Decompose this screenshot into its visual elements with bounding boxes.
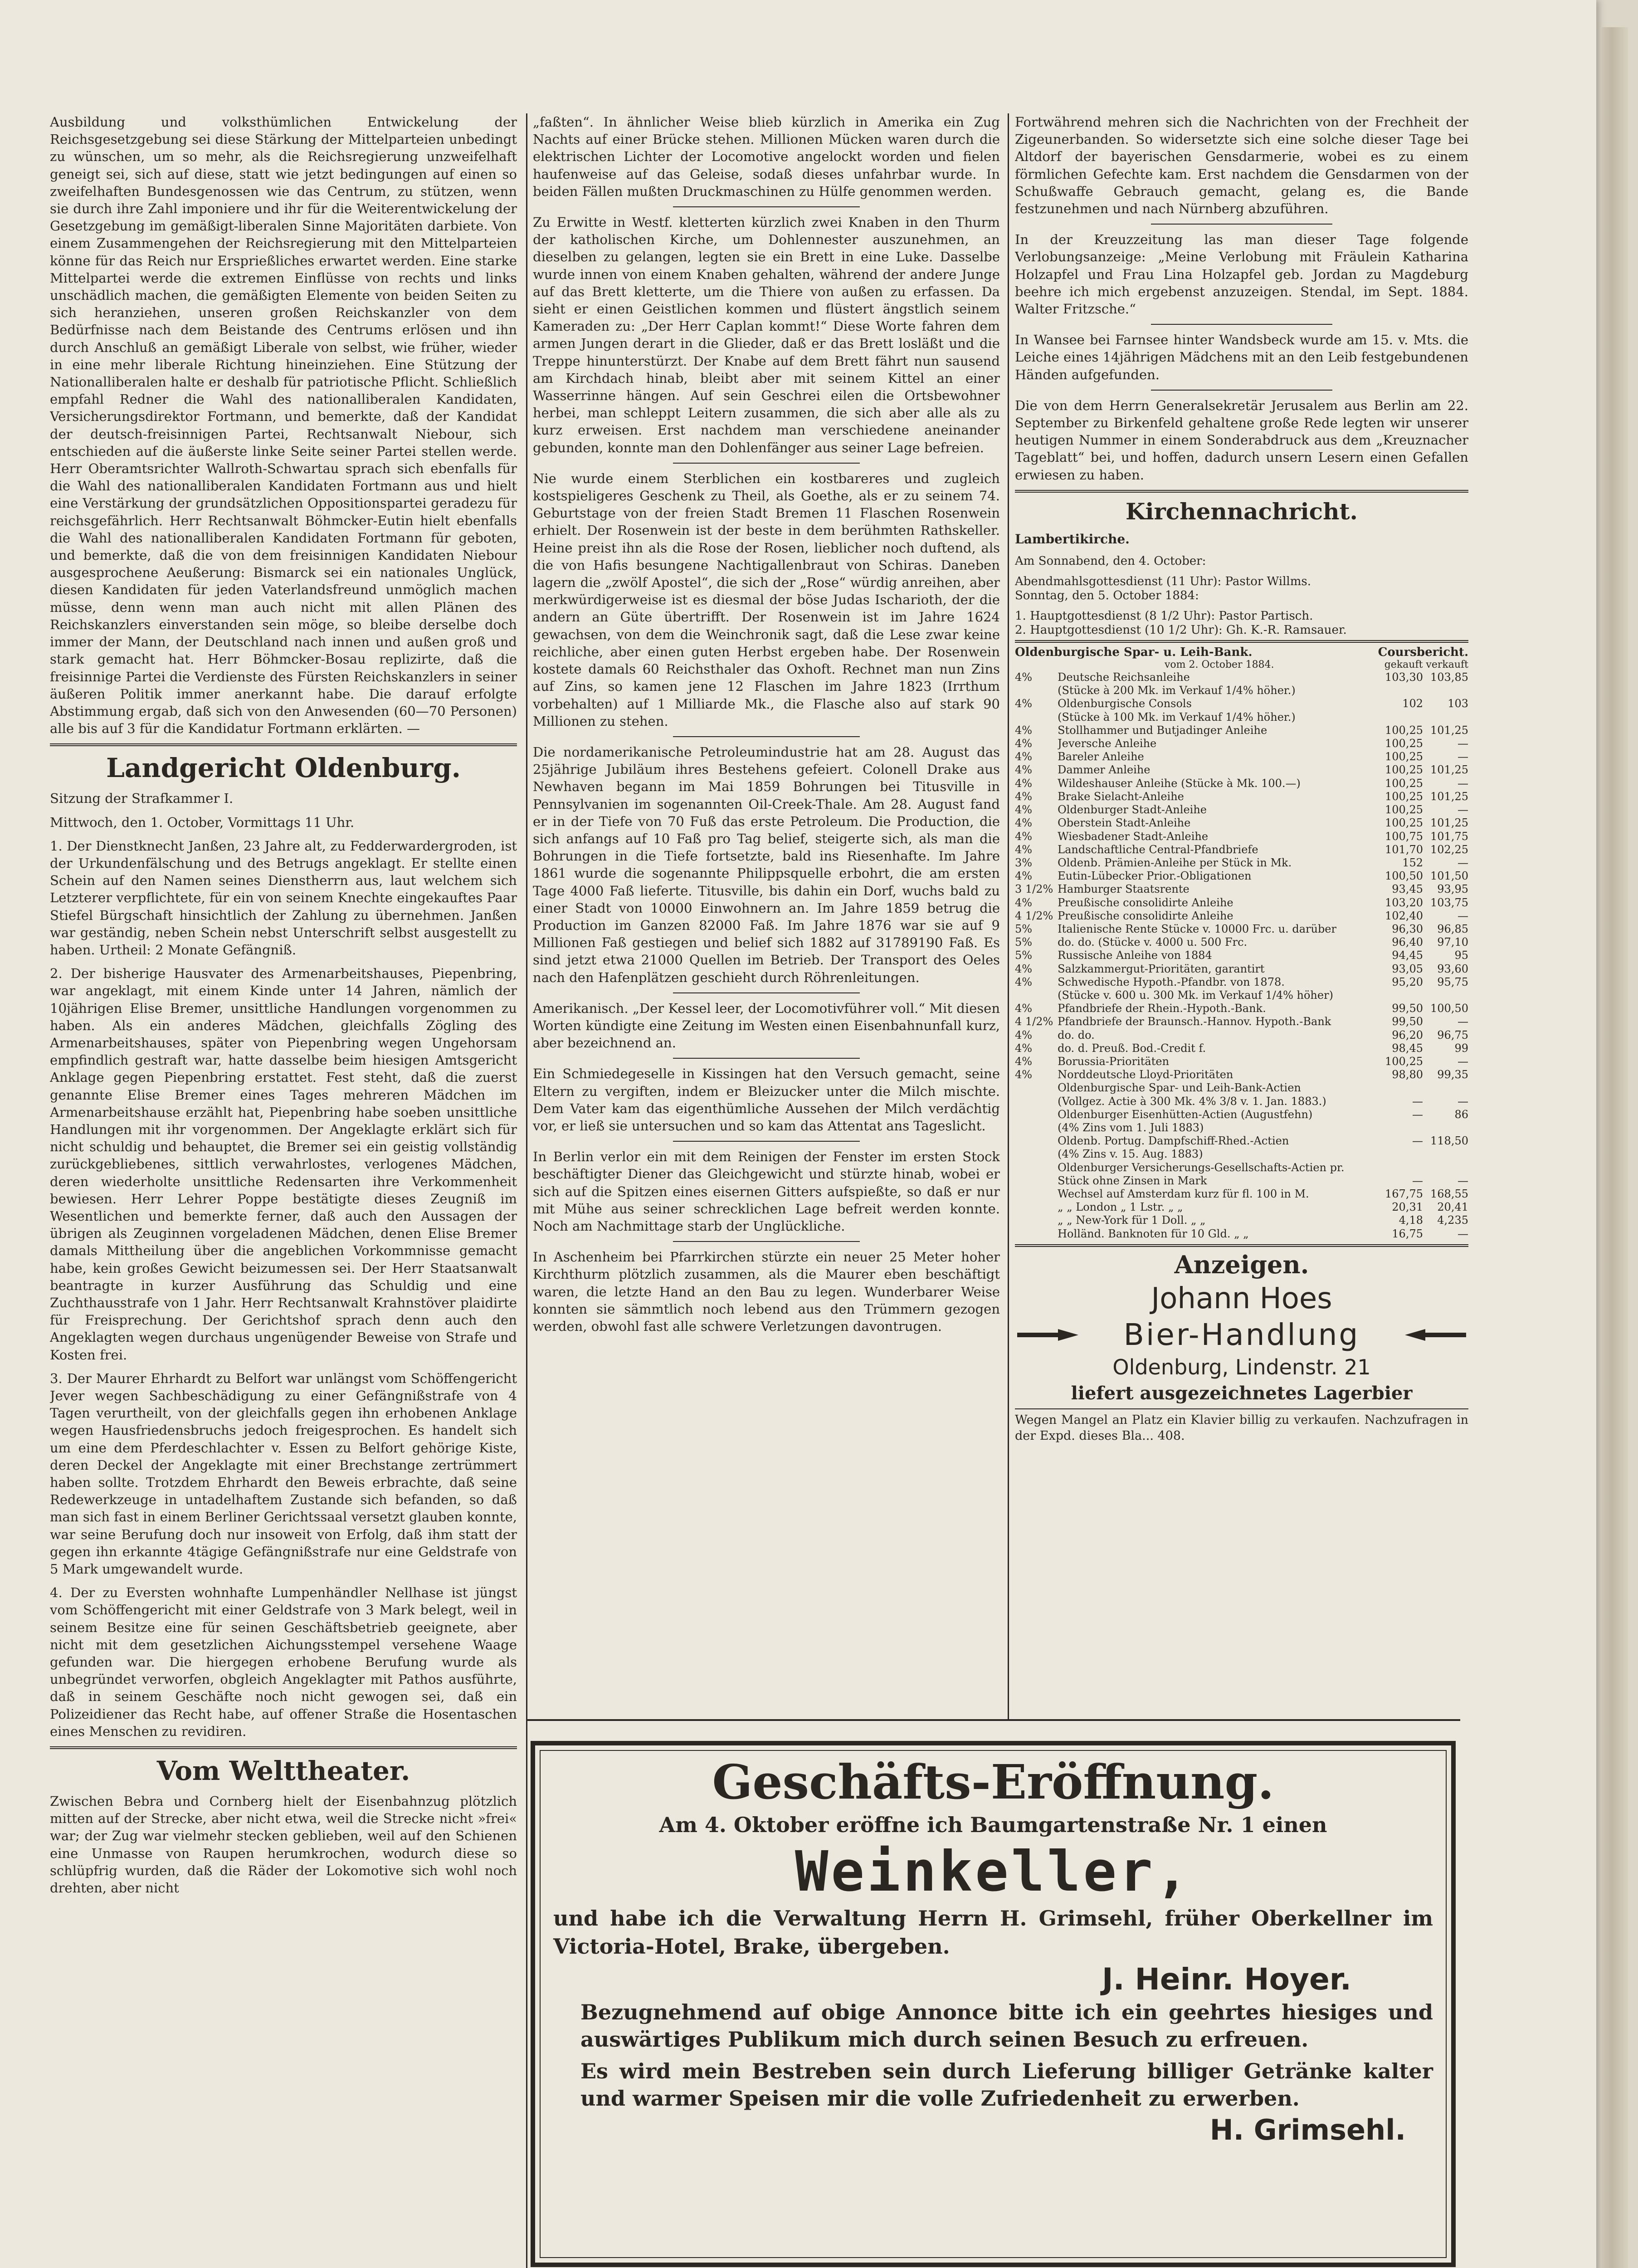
kurs-label: Oldenburgische Consols [1058,697,1192,710]
kurs-sell: 101,75 [1430,830,1468,843]
kurs-buy: 93,45 [1392,883,1423,896]
court-session: Sitzung der Strafkammer I. [50,791,234,807]
ad-hoes-trade: Bier-Handlung [1123,1317,1360,1352]
kurs-rate: 4% [1015,671,1033,684]
kurs-rate: 4% [1015,750,1033,763]
kurs-buy [1378,684,1423,697]
kurs-sell: 93,95 [1437,883,1468,896]
kurs-label: Pfandbriefe der Braunsch.-Hannov. Hypoth.-Bank [1058,1015,1331,1028]
kurs-sell: 100,50 [1430,1002,1468,1015]
kurs-rate: 3% [1015,856,1033,869]
kurs-row [1015,790,1468,803]
kurs-buy: 96,20 [1392,1028,1423,1041]
theater-article-1: Zwischen Bebra und Cornberg hielt der Eisenbahnzug plötzlich mitten auf der Strecke, aber nicht etwa, weil die Strecke nicht »frei« war; der Zug war vielmehr stecken geblieben, weil auf den Schienen eine Unmasse von Raupen herumkrochen, wodurch diese so schlüpfrig wurden, daß die Räder der Lokomotive sich wohl noch drehten, aber nicht [50,1794,517,1896]
kurs-row [1015,1042,1468,1055]
ad-signature-hoyer: J. Heinr. Hoyer. [1102,1962,1351,1997]
kurs-rate [1015,1081,1058,1095]
kurs-sell [1423,1121,1468,1134]
kurs-rate [1015,1214,1058,1227]
kurs-buy: 100,25 [1385,737,1423,750]
kurs-row [1015,750,1468,763]
kurs-sell [1423,1161,1468,1174]
ad-line-3: und habe ich die Verwaltung Herrn H. Grimsehl, früher Oberkellner im Victoria-Hotel, Brake, übergeben. [553,1906,1433,1959]
article-jerusalem-rede: Die von dem Herrn Generalsekretär Jerusalem aus Berlin am 22. September zu Birkenfeld gehaltene große Rede legten wir unserer heutigen Nummer in einem Sonderabdruck aus dem „Kreuznacher Tageblatt“ bei, und hoffen, dadurch unsern Lesern einen Gefallen erwiesen zu haben. [1015,397,1468,483]
kurs-sell: — [1458,777,1468,790]
separator [1015,1408,1468,1409]
kurs-row [1015,803,1468,816]
kurs-sell: 103,85 [1430,671,1468,684]
separator [50,743,517,746]
separator [673,736,860,737]
court-date: Mittwoch, den 1. October, Vormittags 11 Uhr. [50,814,355,830]
kurs-rate: 4% [1015,1068,1033,1081]
kurs-buy: 100,25 [1385,790,1423,803]
ad-line-4: Bezugnehmend auf obige Annonce bitte ich ein geehrtes hiesiges und auswärtiges Publikum mich durch seinen Besuch zu erfreuen. [580,2000,1433,2052]
kurs-label: Eutin-Lübecker Prior.-Obligationen [1058,870,1252,883]
kurs-sell: 20,41 [1437,1201,1468,1214]
kurs-row [1015,963,1468,976]
kurs-sell [1423,989,1468,1002]
kurs-buy: — [1412,1174,1423,1187]
kurs-row [1015,843,1468,856]
kurs-buy [1378,989,1423,1002]
kurs-rate: 4% [1015,843,1033,856]
kurs-sell: 99,35 [1437,1068,1468,1081]
kurs-row [1015,1029,1468,1042]
kurs-buy: 96,30 [1392,922,1423,935]
kurs-label: „ „ London „ 1 Lstr. „ „ [1058,1201,1183,1214]
kurs-row [1015,697,1468,710]
kurs-label: Bareler Anleihe [1058,750,1144,763]
kurs-title-bank: Oldenburgische Spar- u. Leih-Bank. [1015,645,1253,660]
kurs-rate: 4% [1015,1055,1033,1068]
kurs-rate: 4% [1015,975,1033,988]
kurs-label: Oberstein Stadt-Anleihe [1058,816,1191,830]
kurs-row [1015,1002,1468,1015]
ad-line-5: Es wird mein Bestreben sein durch Lieferung billiger Getränke kalter und warmer Speisen mir die volle Zufriedenheit zu erwerben. [580,2059,1433,2111]
pointing-hand-left-icon [1400,1324,1468,1346]
kurs-rate: 4% [1015,737,1033,750]
kurs-rate: 4% [1015,816,1033,830]
kurs-table [1015,671,1468,1241]
kurs-title-report: Coursbericht. [1378,645,1468,660]
kurs-rate: 4 1/2% [1015,1015,1053,1028]
kurs-row [1015,816,1468,830]
kurs-row [1015,1227,1468,1241]
kurs-buy: 95,20 [1392,975,1423,988]
kurs-rate [1015,1227,1058,1241]
kurs-label: do. d. Preuß. Bod.-Credit f. [1058,1041,1206,1055]
church-line: Abendmahlsgottesdienst (11 Uhr): Pastor Willms. [1015,575,1311,589]
kurs-buy: 103,20 [1385,896,1423,909]
ad-hoes-name: Johann Hoes [1151,1281,1332,1315]
kurs-buy: 98,45 [1392,1041,1423,1055]
kurs-label: Borussia-Prioritäten [1058,1055,1170,1068]
kurs-row [1015,1188,1468,1201]
kurs-buy: 99,50 [1392,1015,1423,1028]
kurs-rate [1015,1188,1058,1201]
kurs-row [1015,777,1468,790]
kurs-sell: — [1458,856,1468,869]
ad-hoes-address: Oldenburg, Lindenstr. 21 [1112,1354,1371,1379]
ad-weinkeller: Weinkeller, [795,1839,1191,1904]
kurs-rate: 4% [1015,803,1033,816]
pointing-hand-right-icon [1015,1324,1083,1346]
kurs-rate: 4% [1015,830,1033,843]
ad-hoes-line: liefert ausgezeichnetes Lagerbier [1071,1382,1413,1404]
kurs-rate [1015,1201,1058,1214]
kurs-row [1015,1015,1468,1028]
page-edge-stack [1601,27,1628,2268]
kurs-label: Schwedische Hypoth.-Pfandbr. von 1878. [1058,975,1285,988]
kurs-row [1015,1148,1468,1161]
column-rule [526,113,527,1719]
kurs-row [1015,737,1468,750]
kurs-buy: 94,45 [1392,949,1423,962]
kurs-sell: 96,85 [1437,922,1468,935]
kurs-sell: — [1458,1015,1468,1028]
kurs-rate: 4% [1015,723,1033,737]
kurs-buy: 100,25 [1385,777,1423,790]
separator [673,1241,860,1242]
separator [1151,390,1332,391]
separator [1151,324,1332,325]
kurs-rate: 4% [1015,1028,1033,1041]
kurs-buy: 103,30 [1385,671,1423,684]
kurs-rate: 5% [1015,949,1033,962]
kurs-row [1015,909,1468,923]
kurs-row [1015,989,1468,1002]
kurs-rate: 4% [1015,697,1033,710]
kurs-row [1015,1081,1468,1095]
kurs-row [1015,671,1468,684]
kurs-sell: 101,25 [1430,816,1468,830]
kurs-label: Italienische Rente Stücke v. 10000 Frc. u. darüber [1058,922,1336,935]
separator [1015,490,1468,493]
kurs-rate: 5% [1015,936,1033,949]
kurs-sell: 168,55 [1430,1187,1468,1200]
kurs-rate [1015,1134,1058,1148]
kurs-date: vom 2. October 1884. [1165,659,1274,671]
kurs-label: Dammer Anleihe [1058,763,1150,777]
kurs-label: Wiesbadener Stadt-Anleihe [1058,830,1209,843]
separator [673,1141,860,1142]
church-line: 2. Hauptgottesdienst (10 1/2 Uhr): Gh. K.-R. Ramsauer. [1015,623,1347,637]
kurs-sell: 96,75 [1437,1028,1468,1041]
kurs-label: Pfandbriefe der Rhein.-Hypoth.-Bank. [1058,1002,1266,1015]
court-case-4: 4. Der zu Eversten wohnhafte Lumpenhändler Nellhase ist jüngst vom Schöffengericht mit einer Geldstrafe von 3 Mark belegt, weil in seinem Besitze eine für seinen Geschäftsbetrieb geeignete, aber nicht mit dem gesetzlichen Aichungsstempel versehene Waage gefunden war. Die hiergegen erhobene Berufung wurde als unbegründet verworfen, obgleich Angeklagter mit Pathos ausführte, daß in seinem Geschäfte noch nicht gewogen sei, daß ein Polizeidiener das Recht habe, auf offener Straße die Hosentaschen eines Menschen zu revidiren. [50,1585,517,1739]
kurs-row [1015,1161,1468,1174]
kurs-buy: 4,18 [1399,1214,1423,1227]
kurs-label: do. do. [1058,1028,1095,1041]
kurs-rate: 5% [1015,922,1033,935]
separator [50,1746,517,1749]
article-wansee: In Wansee bei Farnsee hinter Wandsbeck wurde am 15. v. Mts. die Leiche eines 14jährigen Mädchens mit an den Leib festgebundenen Händen aufgefunden. [1015,332,1468,382]
kurs-sell: 101,25 [1430,723,1468,737]
church-name: Lambertikirche. [1015,531,1130,547]
article-petroleum: Die nordamerikanische Petroleumindustrie hat am 28. August das 25jährige Jubiläum ihres Bestehens gefeiert. Colonell Drake aus Newhaven begann im Mai 1859 Bohrungen bei Titusville in Pennsylvanien im sogenannten Oil-Creek-Thale. Am 28. August fand er in der Tiefe von 70 Fuß das erste Petroleum. Die Production, die sich anfangs auf 10 Faß pro Tag belief, steigerte sich, als man die Bohrungen in die Tiefe fortsetzte, bald ins Riesenhafte. Im Jahre 1861 wurde die sogenannte Philippsquelle erbohrt, die am ersten Tage 4000 Faß lieferte. Titusville, bis dahin ein Dorf, wuchs bald zu einer Stadt von 10000 Einwohnern an. Im Jahre 1859 betrug die Production im Ganzen 82000 Faß. Im Jahre 1876 war sie auf 9 Millionen Faß gestiegen und belief sich 1882 auf 31789190 Faß. Es sind jetzt etwa 21000 Quellen im Betrieb. Der Transport des Oeles nach den Hafenplätzen geschieht durch Röhrenleitungen. [533,744,1000,985]
kurs-sell: — [1458,803,1468,816]
column-rule [526,1715,527,2268]
kurs-row [1015,1108,1468,1121]
kurs-rate [1015,711,1058,724]
kurs-label: Preußische consolidirte Anleihe [1058,896,1233,909]
kurs-buy: 93,05 [1392,962,1423,975]
kurs-rate [1015,684,1058,697]
kurs-buy: 20,31 [1392,1201,1423,1214]
church-line: Sonntag, den 5. October 1884: [1015,589,1199,603]
kurs-row [1015,1095,1468,1108]
kurs-row [1015,1201,1468,1214]
kurs-row [1015,1121,1468,1134]
separator [1015,640,1468,643]
kurs-buy: 100,50 [1385,870,1423,883]
kurs-label: Hamburger Staatsrente [1058,883,1190,896]
article-kissingen: Ein Schmiedegeselle in Kissingen hat den Versuch gemacht, seine Eltern zu vergiften, indem er Bleizucker unter die Milch mischte. Dem Vater kam das eigenthümliche Aussehen der Milch verdächtig vor, er ließ sie untersuchen und so kam das Attentat ans Tageslicht. [533,1066,1000,1134]
ad-signature-grimsehl: H. Grimsehl. [1209,2113,1406,2146]
kurs-sell: 101,25 [1430,763,1468,777]
ad-title: Geschäfts-Eröffnung. [712,1754,1274,1810]
kurs-row [1015,763,1468,777]
ad-line-1: Am 4. Oktober eröffne ich Baumgartenstraße Nr. 1 einen [659,1813,1327,1837]
kurs-sell: 101,25 [1430,790,1468,803]
section-heading-church: Kirchennachricht. [1126,498,1358,525]
kurs-buy: 16,75 [1392,1227,1423,1240]
section-heading-court: Landgericht Oldenburg. [106,753,461,784]
kurs-sell: 95,75 [1437,975,1468,988]
kurs-label: Oldenburger Versicherungs-Gesellschafts-Actien pr. [1058,1161,1345,1174]
article-verlobung: In der Kreuzzeitung las man dieser Tage folgende Verlobungsanzeige: „Meine Verlobung mit Fräulein Katharina Holzapfel und Frau Lina Holzapfel geb. Jordan zu Magdeburg beehre ich mich ergebenst anzuzeigen. Stendal, im Sept. 1884. Walter Fritzsche.“ [1015,232,1468,317]
kurs-row [1015,896,1468,909]
kurs-rate [1015,1108,1058,1121]
kurs-row [1015,923,1468,936]
column-3 [1015,113,1468,1715]
ad-hoes-trade-row [1015,1317,1468,1353]
article-rosenwein: Nie wurde einem Sterblichen ein kostbareres und zugleich kostspieligeres Geschenk zu Theil, als Goethe, als er zu seinem 74. Geburtstage von der freien Stadt Bremen 11 Flaschen Rosenwein erhielt. Der Rosenwein ist der beste in dem berühmten Rathskeller. Heine preist ihn als die Rose der Rosen, lieblicher noch duftend, als die von Hafis besungene Nachtigallenbraut von Schiras. Daneben lagern die „zwölf Apostel“, die sich der „Rose“ würdig anreihen, aber merkwürdigerweise ist es diesmal der böse Judas Ischarioth, der die andern an Güte übertrifft. Der Rosenwein ist im Jahre 1624 gewachsen, von dem die Weinchronik sagt, daß die Lese zwar keine reichliche, aber einen guten Herbst ergeben habe. Der Rosenwein kostete damals 60 Reichsthaler das Oxhoft. Rechnet man nun Zins auf Zins, so kamen jene 12 Flaschen im Jahre 1823 (Irrthum vorbehalten) auf 1 Milliarde Mk., die Flasche also auf stark 90 Millionen zu stehen. [533,470,1000,729]
ad-geschaefts-eroeffnung [531,1741,1456,2267]
kurs-row [1015,1134,1468,1148]
kurs-sell: — [1458,750,1468,763]
kurs-row [1015,1174,1468,1188]
kurs-label: (4% Zins vom 1. Juli 1883) [1058,1121,1204,1134]
kurs-sell: 95 [1454,949,1468,962]
kurs-label: (Stücke à 100 Mk. im Verkauf 1/4% höher.) [1058,710,1296,723]
kurs-rate [1015,1174,1058,1188]
kurs-label: (Stücke v. 600 u. 300 Mk. im Verkauf 1/4% höher) [1058,988,1333,1002]
kurs-row [1015,724,1468,737]
kurs-rate [1015,1121,1058,1134]
separator [1151,224,1332,225]
kurs-label: Deutsche Reichsanleihe [1058,671,1190,684]
kurs-head-buy: gekauft [1384,659,1423,671]
kurs-rate: 4% [1015,870,1033,883]
kurs-rate: 4% [1015,962,1033,975]
court-case-2: 2. Der bisherige Hausvater des Armenarbeitshauses, Piepenbring, war angeklagt, mit einem Kinde unter 14 Jahren, nämlich der 10jährigen Elise Bremer, unsittliche Handlungen vorgenommen zu haben. Als ein anderes Mädchen, gleichfalls Zögling des Armenarbeitshauses, später von Piepenbring wegen Ungehorsam empfindlich gestraft war, hatte dasselbe beim hiesigen Amtsgericht Anklage gegen Piepenbring erstattet. Fest steht, daß die zuerst genannte Elise Bremer eines Tages mehreren Mädchen im Armenarbeitshause erzählt hat, Piepenbring habe soeben unsittliche Handlungen mit ihr vorgenommen. Der Angeklagte erklärt sich für nicht schuldig und behauptet, die Bremer sei ein geistig vollständig zurückgebliebenes, sittlich verwahrlostes, verlogenes Mädchen, deren wiederholte unsittliche Redensarten ihre Verkommenheit bewiesen. Herr Lehrer Poppe bestätigte dieses Zeugniß im Wesentlichen und bemerkte ferner, daß auch den Aussagen der übrigen als Zeuginnen vorgeladenen Mädchen, denen Elise Bremer damals Mittheilung über die angeblichen Vorkommnisse gemacht habe, kein großes Gewicht beizumessen sei. Der Herr Staatsanwalt beantragte in kurzer Ausführung das Schuldig und eine Zuchthausstrafe von 1 Jahr. Herr Rechtsanwalt Krahnstöver plaidirte für Freisprechung. Der Gerichtshof sprach denn auch den Angeklagten wegen durchaus ungenügender Beweise von Strafe und Kosten frei. [50,966,517,1363]
kurs-rate [1015,1148,1058,1161]
kurs-row [1015,1068,1468,1081]
kurs-label: Oldenburger Eisenhütten-Actien (Augustfehn) [1058,1108,1313,1121]
kurs-rate [1015,1161,1058,1174]
separator [673,206,860,207]
kurs-sell: 93,60 [1437,962,1468,975]
kurs-buy [1378,1148,1423,1161]
kurs-sell: — [1458,1227,1468,1240]
kurs-sell: — [1458,1095,1468,1108]
kurs-buy: 100,75 [1385,830,1423,843]
kurs-row [1015,949,1468,962]
kurs-sell: — [1458,909,1468,922]
church-line: Am Sonnabend, den 4. October: [1015,554,1206,568]
kurs-rate: 4% [1015,896,1033,909]
church-line: 1. Hauptgottesdienst (8 1/2 Uhr): Pastor Partisch. [1015,609,1313,623]
kurs-sell [1423,1081,1468,1095]
rule-above-ad [526,1719,1460,1721]
kurs-sell: 118,50 [1430,1134,1468,1148]
kurs-sell: 102,25 [1430,843,1468,856]
kurs-buy [1378,711,1423,724]
kurs-label: Russische Anleihe von 1884 [1058,949,1212,962]
kurs-label: Wechsel auf Amsterdam kurz für fl. 100 in M. [1058,1187,1309,1200]
column-rule [1008,113,1009,1719]
kurs-buy [1378,1121,1423,1134]
kurs-row [1015,711,1468,724]
kurs-buy: — [1412,1134,1423,1148]
kurs-label: Jeversche Anleihe [1058,737,1157,750]
kurs-rate [1015,1095,1058,1108]
kurs-sell: 103 [1448,697,1468,710]
ad-klavier: Wegen Mangel an Platz ein Klavier billig zu verkaufen. Nachzufragen in der Expd. dieses Bla... 408. [1015,1413,1468,1443]
kurs-buy: 100,25 [1385,803,1423,816]
kurs-row [1015,1055,1468,1068]
article-zigeuner: Fortwährend mehren sich die Nachrichten von der Frechheit der Zigeunerbanden. So widersetzte sich eine solche dieser Tage bei Altdorf der bayerischen Gensdarmerie, wobei es zu einem förmlichen Gefechte kam. Erst nachdem die Gensdarmen von der Schußwaffe Gebrauch gemacht, gelang es, die Bande festzunehmen und nach Nürnberg abzuführen. [1015,114,1468,217]
kurs-buy: 102 [1402,697,1423,710]
kurs-sell [1423,1148,1468,1161]
column-1 [50,113,517,2245]
kurs-buy: 98,80 [1392,1068,1423,1081]
article-amerikanisch: Amerikanisch. „Der Kessel leer, der Locomotivführer voll.“ Mit diesen Worten kündigte eine Zeitung im Westen einen Eisenbahnunfall kurz, aber bezeichnend an. [533,1000,1000,1051]
kurs-rate: 4% [1015,763,1033,777]
kurs-label: (Vollgez. Actie à 300 Mk. 4% 3/8 v. 1. Jan. 1883.) [1058,1095,1326,1108]
kurs-label: Stollhammer und Butjadinger Anleihe [1058,723,1268,737]
kurs-rate: 4% [1015,790,1033,803]
kurs-buy [1378,1081,1423,1095]
kurs-sell [1423,711,1468,724]
kurs-sell: 99 [1454,1041,1468,1055]
separator [673,992,860,993]
kurs-row [1015,830,1468,843]
kurs-buy: 152 [1402,856,1423,869]
kurs-label: Landschaftliche Central-Pfandbriefe [1058,843,1258,856]
kurs-label: Oldenb. Portug. Dampfschiff-Rhed.-Actien [1058,1134,1289,1148]
kurs-buy [1378,1161,1423,1174]
kurs-row [1015,856,1468,870]
kurs-sell [1423,684,1468,697]
kurs-buy: — [1412,1108,1423,1121]
kurs-label: Brake Sielacht-Anleihe [1058,790,1184,803]
kurs-label: Salzkammergut-Prioritäten, garantirt [1058,962,1265,975]
kurs-buy: 100,25 [1385,1055,1423,1068]
separator [1015,1244,1468,1247]
court-case-1: 1. Der Dienstknecht Janßen, 23 Jahre alt, zu Fedderwardergroden, ist der Urkundenfälschung und des Betrugs angeklagt. Er stellte einen Schein auf den Namen seines Dienstherrn aus, laut welchem sich Letzterer verpflichtete, für ein von seinem Knechte eingekauftes Paar Stiefel Bürgschaft hinsichtlich der Zahlung zu übernehmen. Janßen war geständig, neben Schein nebst Unterschrift selbst ausgestellt zu haben. Urtheil: 2 Monate Gefängniß. [50,838,517,958]
article-erwitte-boys: Zu Erwitte in Westf. kletterten kürzlich zwei Knaben in den Thurm der katholischen Kirche, um Dohlennester auszunehmen, an dieselben zu gelangen, legten sie ein Brett in eine Luke. Dasselbe wurde innen von einem Knaben gehalten, während der andere Junge auf das Brett kletterte, um die Thiere von außen zu erfassen. Da sieht er einen Geistlichen kommen und flüstert ängstlich seinem Kameraden zu: „Der Herr Caplan kommt!“ Diese Worte fahren dem armen Jungen derart in die Glieder, daß er das Brett losläßt und die Treppe hinunterstürzt. Der Knabe auf dem Brett fährt nun sausend am Kirchdach hinab, bleibt aber mit seinem Kittel an einer Wasserrinne hängen. Auf sein Geschrei eilen die Ortsbewohner herbei, man schleppt Leitern zusammen, die sich aber alle als zu kurz erweisen. Erst nachdem man verschiedene aneinander gebunden, konnte man den Dohlenfänger aus seiner Lage befreien. [533,215,1000,455]
kurs-label: Norddeutsche Lloyd-Prioritäten [1058,1068,1233,1081]
article-intro: Ausbildung und volksthümlichen Entwickelung der Reichsgesetzgebung sei diese Stärkung der Mittelparteien unbedingt zu wünschen, um so mehr, als die Reichsregierung unzweifelhaft geneigt sei, sich auf diese, statt wie jetzt bedingungen auf einen so zweifelhaften Bundesgenossen wie das Centrum, zu stützen, wenn sie durch ihre Zahl imponiere und ihr für die Weiterentwickelung der Gesetzgebung im gemäßigt-liberalen Sinne Majoritäten darbiete. Von einem Zusammengehen der Reichsregierung mit den Mittelparteien könne für das Reich nur Ersprießliches erwartet werden. Eine starke Mittelpartei werde die extremen Einflüsse von rechts und links unschädlich machen, die gemäßigten Elemente von beiden Seiten zu sich heranziehen, unseren großen Reichskanzler von dem Bedürfnisse nach dem Beistande des Centrums erlösen und ihn durch Anschluß an gemäßigt Liberale von selbst, wie früher, wieder in eine mehr liberale Richtung hineinziehen. Eine Stützung der Nationalliberalen halte er deshalb für patriotische Pflicht. Schließlich empfahl Redner die Wahl des nationalliberalen Kandidaten, Versicherungsdirektor Fortmann, und bemerkte, daß der Kandidat der deutsch-freisinnigen Partei, Rechtsanwalt Niebour, sich entschieden auf die äußerste linke Seite seiner Partei stellen werde. Herr Oberamtsrichter Wallroth-Schwartau sprach sich ebenfalls für die Wahl des nationalliberalen Kandidaten Fortmann aus und hielt eine Verstärkung der grundsätzlichen Oppositionspartei geradezu für reichsgefährlich. Herr Rechtsanwalt Böhmcker-Eutin hielt ebenfalls die Wahl des nationalliberalen Kandidaten Fortmann für geboten, und bemerkte, daß die von dem freisinnigen Kandidaten Niebour ausgesprochene Aeußerung: Bismarck sei ein nationales Unglück, diesen Kandidaten für jeden Vaterlandsfreund unmöglich machen müsse, denn wenn man auch nicht mit allen Plänen des Reichskanzlers einverstanden sein möge, so bleibe derselbe doch immer der Mann, der Deutschland nach innen und außen groß und stark gemacht hat. Herr Böhmcker-Bosau replizirte, daß die freisinnige Partei die Verdienste des Fürsten Reichskanzlers in seiner äußeren Politik immer anerkannt habe. Die darauf erfolgte Abstimmung ergab, daß sich von den Anwesenden (60—70 Personen) alle bis auf 3 für die Kandidatur Fortmann erklärten. — [50,114,517,737]
kurs-buy: 100,25 [1385,723,1423,737]
kurs-label: Stück ohne Zinsen in Mark [1058,1174,1207,1187]
kurs-rate: 4% [1015,777,1033,790]
kurs-sell: 4,235 [1437,1214,1468,1227]
kurs-row [1015,976,1468,989]
court-case-3: 3. Der Maurer Ehrhardt zu Belfort war unlängst vom Schöffengericht Jever wegen Sachbeschädigung zu einer Gefängnißstrafe von 4 Tagen verurtheilt, von der gleichfalls gegen ihn erhobenen Anklage wegen Hausfriedensbruchs jedoch freigesprochen. Es handelt sich um eine dem Pferdeschlachter v. Essen zu Belfort gehörige Kiste, deren Deckel der Angeklagte mit einer Brechstange zertrümmert haben sollte. Trotzdem Ehrhardt den Beweis erbrachte, daß seine Redewerkzeuge in untadelhaftem Zustande sich befanden, so daß man sich fast in einem Berliner Gerichtssaal versetzt glauben konnte, war seine Berufung doch nur insoweit von Erfolg, daß ihm statt der gegen ihn erkannte 4tägige Gefängnißstrafe nur eine Geldstrafe von 5 Mark umgewandelt wurde. [50,1370,517,1577]
separator [673,1058,860,1059]
kurs-label: „ „ New-York für 1 Doll. „ „ [1058,1214,1206,1227]
kurs-rate: 3 1/2% [1015,883,1053,896]
kurs-label: Oldenburgische Spar- und Leih-Bank-Actien [1058,1081,1301,1095]
kurs-row [1015,883,1468,896]
kurs-buy: 102,40 [1385,909,1423,922]
kurs-buy: 99,50 [1392,1002,1423,1015]
kurs-buy: — [1412,1095,1423,1108]
kurs-row [1015,936,1468,949]
kurs-buy: 101,70 [1385,843,1423,856]
section-heading-ads: Anzeigen. [1174,1250,1309,1279]
kurs-buy: 100,25 [1385,816,1423,830]
kurs-rate: 4 1/2% [1015,909,1053,922]
kurs-head-sell: verkauft [1426,659,1468,671]
kurs-rate: 4% [1015,1041,1033,1055]
kurs-sell: — [1458,737,1468,750]
kurs-sell: 97,10 [1437,936,1468,949]
section-heading-theater: Vom Welttheater. [156,1755,410,1787]
kurs-sell: 103,75 [1430,896,1468,909]
kurs-label: (Stücke à 200 Mk. im Verkauf 1/4% höher.) [1058,684,1296,697]
kurs-sell: — [1458,1174,1468,1187]
kurs-rate: 4% [1015,1002,1033,1015]
kurs-sell: 86 [1454,1108,1468,1121]
kurs-row [1015,1214,1468,1227]
kurs-row [1015,684,1468,697]
kurs-buy: 100,25 [1385,750,1423,763]
kurs-row [1015,870,1468,883]
kurs-label: Holländ. Banknoten für 10 Gld. „ „ [1058,1227,1249,1240]
kurs-buy: 100,25 [1385,763,1423,777]
kurs-label: Oldenburger Stadt-Anleihe [1058,803,1207,816]
separator [673,463,860,464]
kurs-title [1015,645,1468,659]
article-berlin-window: In Berlin verlor ein mit dem Reinigen der Fenster im ersten Stock beschäftigter Diener das Gleichgewicht und stürzte hinab, wobei er sich auf die Spitzen eines eisernen Gitters aufspießte, so daß er nur mit Mühe aus seiner schrecklichen Lage befreit werden konnte. Noch am Nachmittage starb der Unglückliche. [533,1149,1000,1234]
kurs-sell: 101,50 [1430,870,1468,883]
kurs-label: do. do. (Stücke v. 4000 u. 500 Frc. [1058,936,1248,949]
kurs-label: Preußische consolidirte Anleihe [1058,909,1233,922]
kurs-label: (4% Zins v. 15. Aug. 1883) [1058,1148,1203,1161]
article-bridge-insects: „faßten“. In ähnlicher Weise blieb kürzlich in Amerika ein Zug Nachts auf einer Brücke stehen. Millionen Mücken waren durch die elektrischen Lichter der Locomotive angelockt worden und fielen haufenweise auf das Geleise, sodaß dieses unfahrbar wurde. In beiden Fällen mußten Druckmaschinen zu Hülfe genommen werden. [533,114,1000,199]
kurs-rate [1015,989,1058,1002]
kurs-subtitle [1015,659,1468,671]
article-aschenheim: In Aschenheim bei Pfarrkirchen stürzte ein neuer 25 Meter hoher Kirchthurm plötzlich zusammen, als die Maurer eben beschäftigt waren, die letzte Hand an den Bau zu legen. Wunderbarer Weise konnten sie sämmtlich noch lebend aus den Trümmern gezogen werden, obwohl fast alle schwere Verletzungen davontrugen. [533,1249,1000,1334]
column-2 [533,113,1000,1710]
kurs-buy: 167,75 [1385,1187,1423,1200]
kurs-sell: — [1458,1055,1468,1068]
kurs-label: Oldenb. Prämien-Anleihe per Stück in Mk. [1058,856,1292,869]
kurs-buy: 96,40 [1392,936,1423,949]
kurs-label: Wildeshauser Anleihe (Stücke à Mk. 100.—) [1058,777,1301,790]
